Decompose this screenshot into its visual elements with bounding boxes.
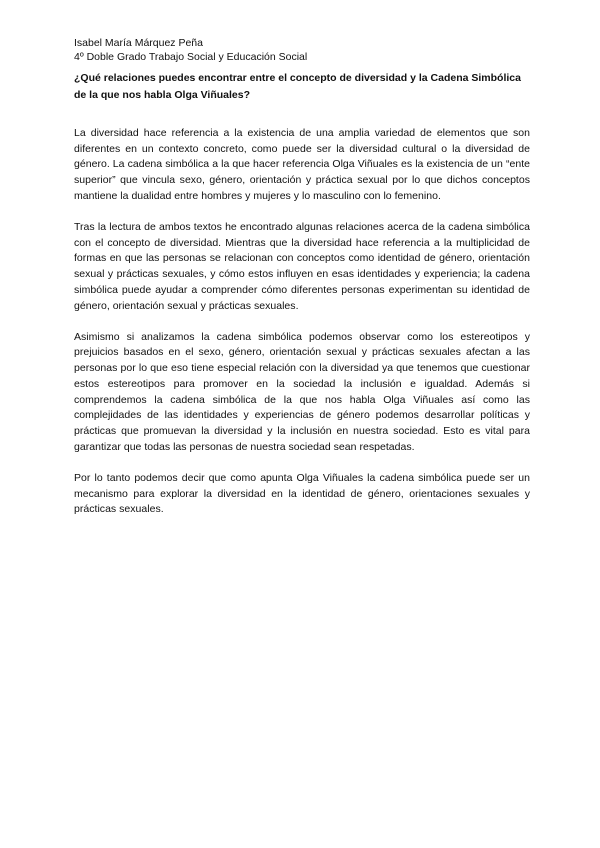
question-heading: ¿Qué relaciones puedes encontrar entre el concepto de diversidad y la Cadena Simbólica de la que nos habla Olga Viñuales? <box>74 72 521 101</box>
author-name: Isabel María Márquez Peña <box>74 37 203 49</box>
paragraph-4: Por lo tanto podemos decir que como apunta Olga Viñuales la cadena simbólica puede ser un mecanismo para explorar la diversidad en la identidad de género, orientaciones sexuales y prácticas sexuales. <box>74 471 530 516</box>
paragraph-1: La diversidad hace referencia a la existencia de una amplia variedad de elementos que son diferentes en un contexto concreto, como puede ser la diversidad cultural o la diversidad de género. La cadena simbólica a la que hacer referencia Olga Viñuales es la existencia de un “ente superior” que vincula sexo, género, orientación y práctica sexual por lo que dichos conceptos mantiene la dualidad entre hombres y mujeres y lo masculino con lo femenino. <box>74 127 530 202</box>
document-page <box>74 36 530 533</box>
paragraph-2: Tras la lectura de ambos textos he encontrado algunas relaciones acerca de la cadena simbólica con el concepto de diversidad. Mientras que la diversidad hace referencia a la multiplicidad de formas en que las personas se relacionan con conceptos como identidad de género, orientación sexual y prácticas sexuales, y cómo estos influyen en esas identidades y experiencia; la cadena simbólica puede ayudar a comprender cómo diferentes personas experimentan su identidad de género, orientación sexual y prácticas sexuales. <box>74 221 530 312</box>
paragraph-3: Asimismo si analizamos la cadena simbólica podemos observar como los estereotipos y prejuicios basados en el sexo, género, orientación sexual y prácticas sexuales afectan a las personas por lo que eso tiene especial relación con la diversidad ya que tenemos que cuestionar estos estereotipos para promover en la sociedad la inclusión e igualdad. Además si comprendemos la cadena simbólica de la que nos habla Olga Viñuales así como las complejidades de las identidades y experiencias de género podemos desarrollar políticas y prácticas que promuevan la diversidad y la inclusión en nuestra sociedad. Esto es vital para garantizar que todas las personas de nuestra sociedad sean respetadas. <box>74 330 530 453</box>
degree-name: 4º Doble Grado Trabajo Social y Educación Social <box>74 51 308 63</box>
